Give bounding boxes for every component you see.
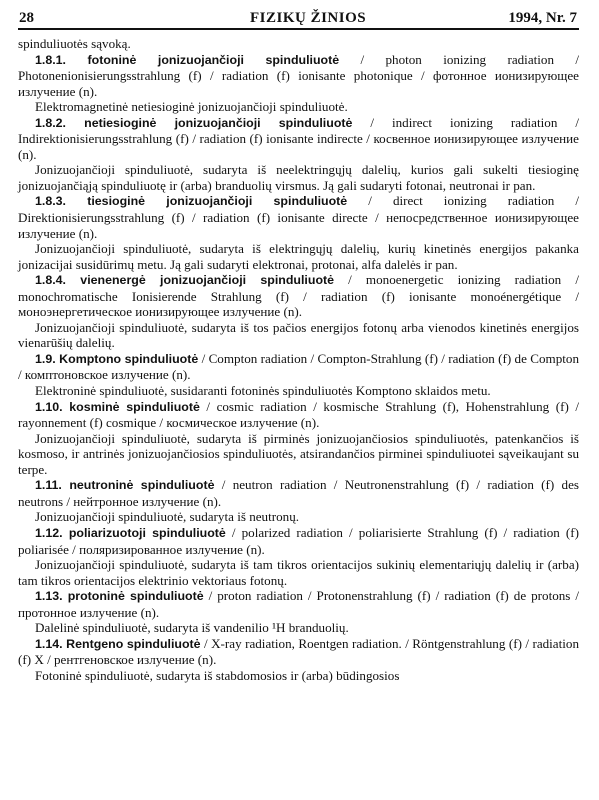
term-heading: 1.10. kosminė spinduliuotė <box>35 399 200 414</box>
header-rule <box>18 28 579 30</box>
page-number: 28 <box>19 10 34 26</box>
term-translations: / neutron radiation / Neutronenstrahlung (f) / radiation (f) des neutrons / нейтронное излучение (n). <box>18 477 579 509</box>
term-heading: 1.8.1. fotoninė jonizuojančioji spinduliuotė <box>35 52 340 67</box>
term-heading: 1.12. poliarizuotoji spinduliuotė <box>35 525 226 540</box>
term-translations: / photon ionizing radiation / Photonenionisierungsstrahlung (f) / radiation (f) ionisante photonique / фотонное ионизирующее излучение (n). <box>18 51 579 99</box>
page-header <box>18 4 579 28</box>
term-translations: / Compton radiation / Compton-Strahlung (f) / radiation (f) de Compton / комптоновское излучение (n). <box>18 350 579 383</box>
term-heading: 1.8.3. tiesioginė jonizuojančioji spinduliuotė <box>35 194 348 209</box>
definition-text: Elektroninė spinduliuotė, susidaranti fotoninės spinduliuotės Komptono sklaidos metu. <box>35 383 491 399</box>
term-entry <box>18 351 579 383</box>
definition-text: Dalelinė spinduliuotė, sudaryta iš vandenilio ¹H branduolių. <box>35 620 349 636</box>
term-entry <box>18 399 579 431</box>
term-entry <box>18 477 579 509</box>
term-entry <box>18 193 579 241</box>
term-entry <box>18 525 579 557</box>
definition-text: Jonizuojančioji spinduliuotė, sudaryta iš neelektringųjų dalelių, kurios gali sukelti tiesioginę jonizuojančiąją spinduliuotę ir (arba) branduolių virsmus. Ją gali sudaryti fotonai, neutronai ir pan. <box>18 162 579 193</box>
definition-text: Elektromagnetinė netiesioginė jonizuojančioji spinduliuotė. <box>35 99 348 115</box>
term-entry <box>18 588 579 620</box>
term-translations: / monoenergetic ionizing radiation / monochromatische Ionisierende Strahlung (f) / radiation (f) ionisante monoénergétique / моноэнергетическое ионизирующее излучение (n). <box>18 272 579 320</box>
term-entry <box>18 636 579 668</box>
definition-text: Jonizuojančioji spinduliuotė, sudaryta iš neutronų. <box>35 509 300 525</box>
term-entry <box>18 272 579 320</box>
term-translations: / indirect ionizing radiation / Indirektionisierungsstrahlung (f) / radiation (f) ionisante indirecte / косвенное ионизирующее излучение (n). <box>18 114 579 162</box>
term-heading: 1.14. Rentgeno spinduliuotė <box>35 636 201 651</box>
definition-text: Jonizuojančioji spinduliuotė, sudaryta iš tos pačios energijos fotonų arba vienodos kinetinės energijos vienarūšių dalelių. <box>18 319 579 351</box>
issue-label: 1994, Nr. 7 <box>508 10 577 26</box>
term-translations: / polarized radiation / poliarisierte Strahlung (f) / radiation (f) poliarisée / поляризированное излучение (n). <box>18 524 579 557</box>
definition-text: Jonizuojančioji spinduliuotė, sudaryta iš pirminės jonizuojančiosios spinduliuotės, patenkančios iš kosmoso, ir antrinės jonizuojančiosios spinduliuotės, atsirandančios pirminei spinduliuotei sąveikaujant su terpe. <box>18 430 579 477</box>
term-entry <box>18 52 579 100</box>
term-heading: 1.11. neutroninė spinduliuotė <box>35 478 215 493</box>
definition-text: Jonizuojančioji spinduliuotė, sudaryta iš tam tikros orientacijos sukinių elementariųjų dalelių ir (arba) tam tikros orientacijos elektrinio vektoriaus fotonų. <box>18 557 579 588</box>
definition-text: Jonizuojančioji spinduliuotė, sudaryta iš elektringųjų dalelių, kurių kinetinės energijos pakanka jonizacijai susidūrimų metu. Ją gali sudaryti elektronai, protonai, alfa dalelės ir pan. <box>18 241 579 272</box>
term-translations: / X-ray radiation, Roentgen radiation. / Röntgenstrahlung (f) / radiation (f) X / рентгеновское излучение (n). <box>18 635 579 668</box>
document-body <box>18 36 579 683</box>
term-heading: 1.9. Komptono spinduliuotė <box>35 351 199 366</box>
term-translations: / cosmic radiation / kosmische Strahlung (f), Hohenstrahlung (f) / rayonnement (f) cosmique / космическое излучение (n). <box>18 398 579 431</box>
term-heading: 1.13. protoninė spinduliuotė <box>35 589 204 604</box>
term-entry <box>18 115 579 163</box>
definition-text: spinduliuotės sąvoką. <box>18 36 131 51</box>
term-heading: 1.8.4. vienenergė jonizuojančioji spinduliuotė <box>35 273 335 288</box>
term-translations: / proton radiation / Protonenstrahlung (f) / radiation (f) de protons / протонное излучение (n). <box>18 588 580 620</box>
term-heading: 1.8.2. netiesioginė jonizuojančioji spinduliuotė <box>35 115 353 130</box>
definition-text: Fotoninė spinduliuotė, sudaryta iš stabdomosios ir (arba) būdingosios <box>35 667 400 683</box>
term-translations: / direct ionizing radiation / Direktionisierungsstrahlung (f) / radiation (f) ionisante directe / непосредственное ионизирующее излучение (n). <box>18 193 579 241</box>
journal-title: FIZIKŲ ŽINIOS <box>250 10 367 26</box>
